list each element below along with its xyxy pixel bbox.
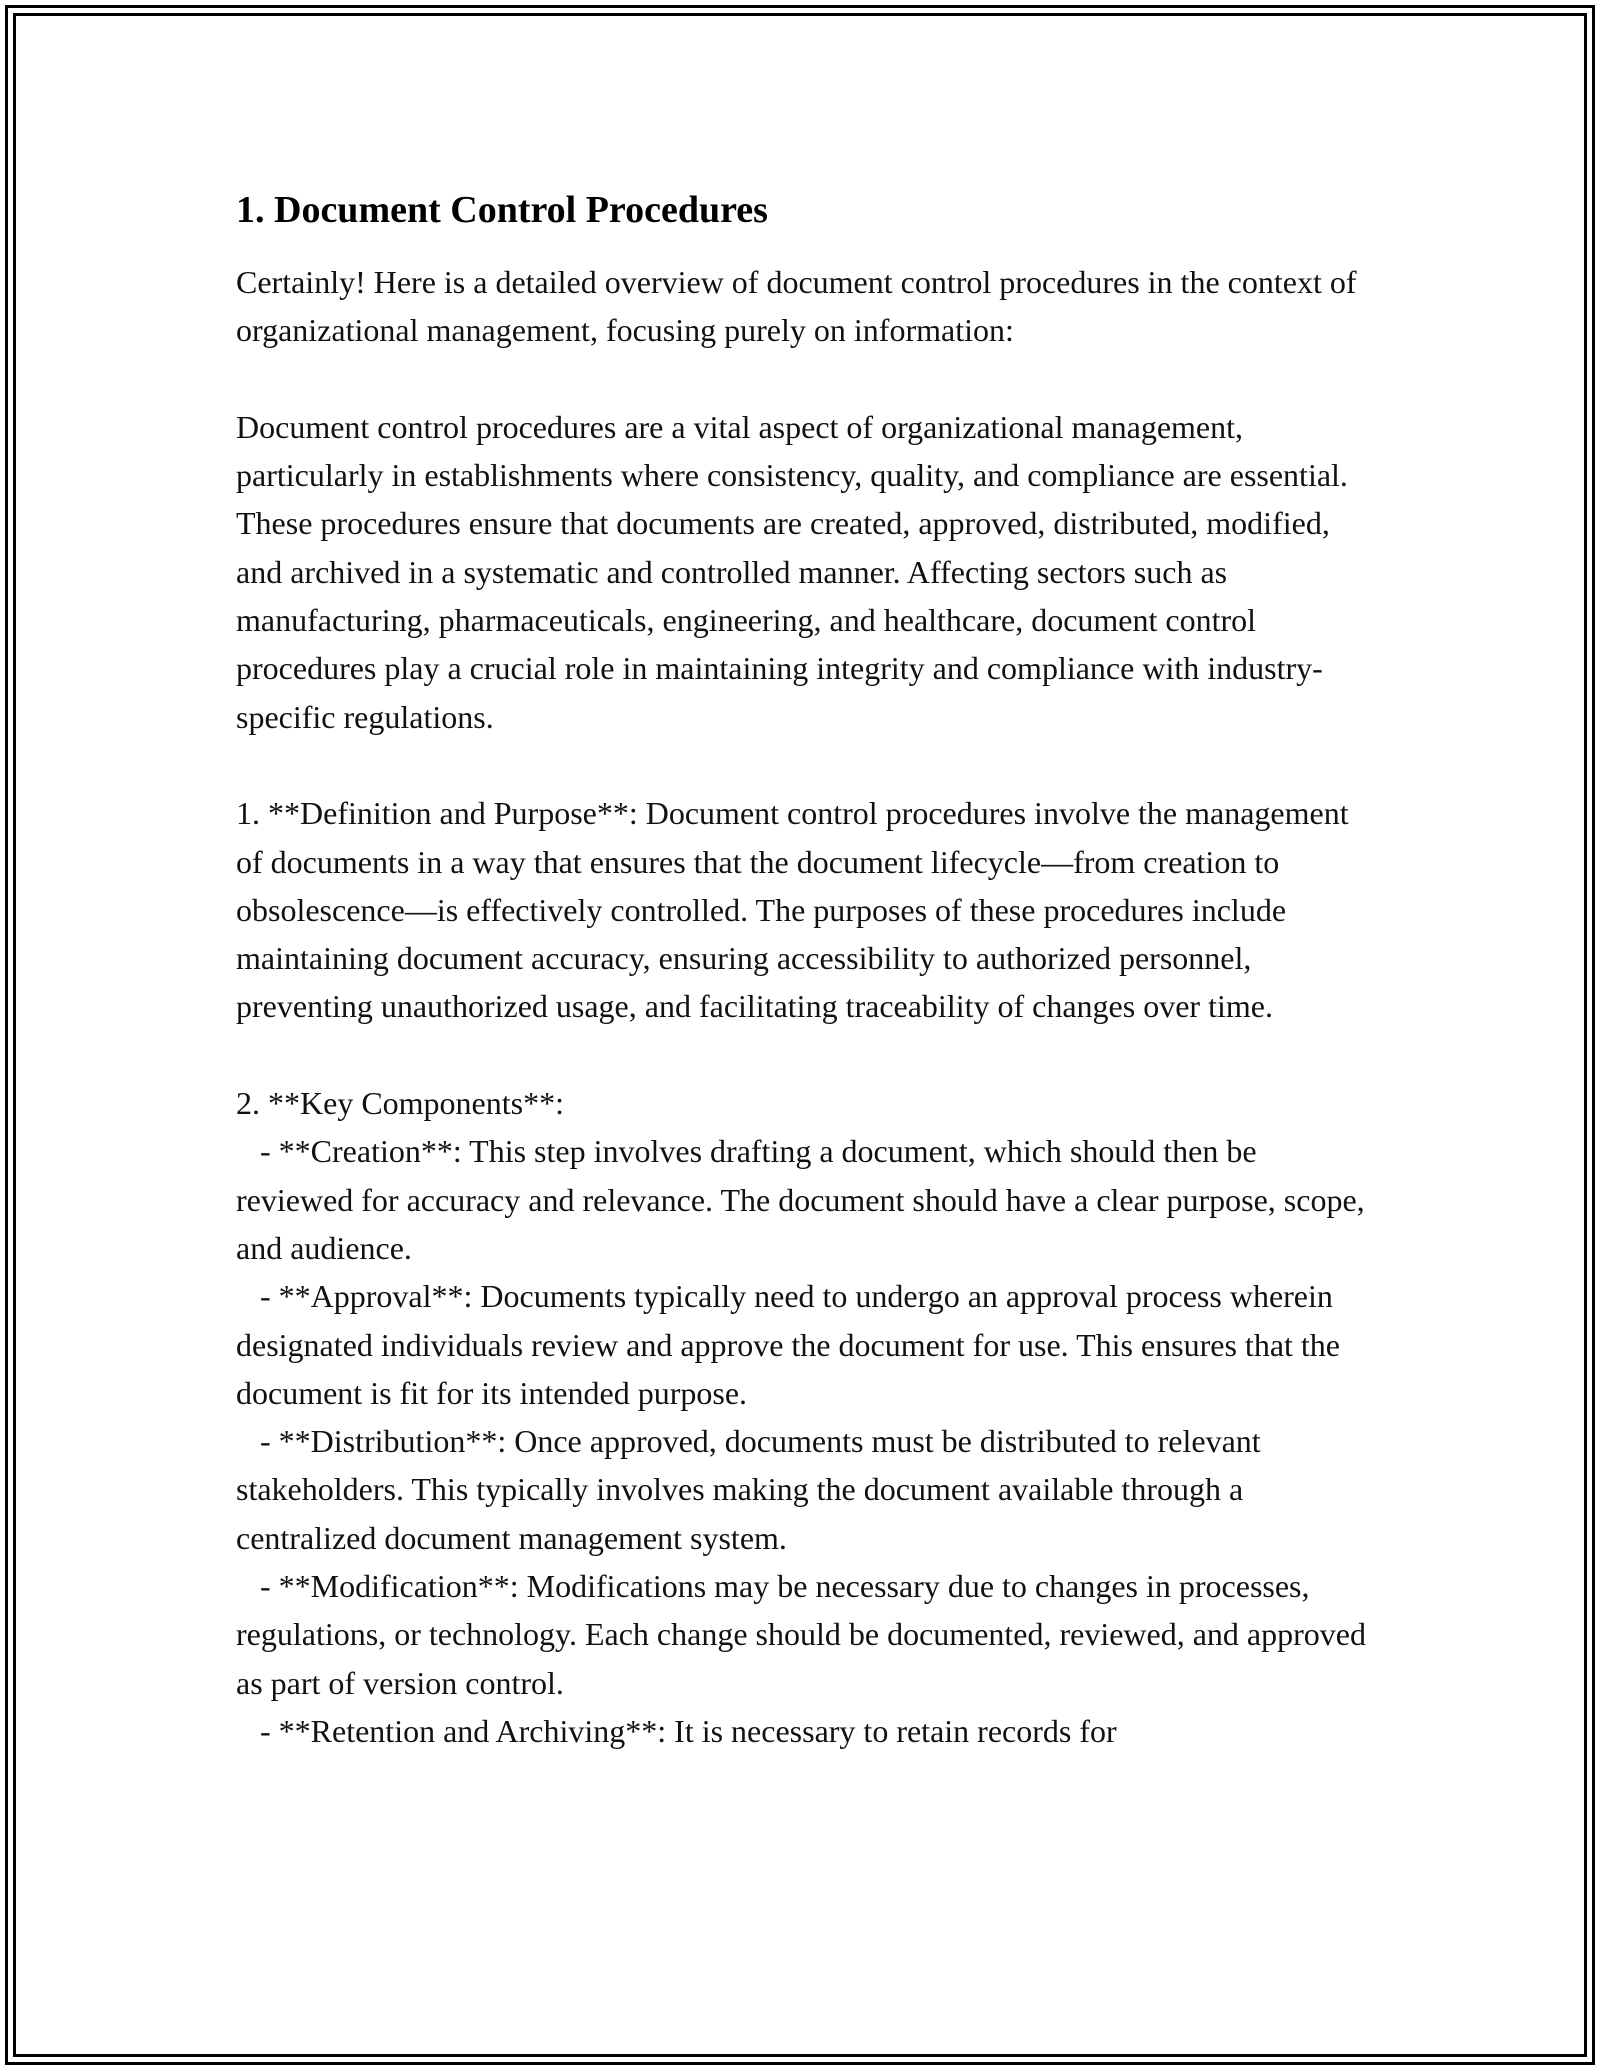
document-title: 1. Document Control Procedures — [236, 189, 768, 231]
document-body: Certainly! Here is a detailed overview of document control procedures in the context of organizational management, focusing purely on information: Document control procedures are a vital aspect of organizational management, particularly in establishments where consistency, quality, and compliance are essential. These procedures ensure that documents are created, approved, distributed, modified, and archived in a systematic and controlled manner. Affecting sectors such as manufacturing, pharmaceuticals, engineering, and healthcare, document control procedures play a crucial role in maintaining integrity and compliance with industry-specific regulations. 1. **Definition and Purpose**: Document control procedures involve the management of documents in a way that ensures that the document lifecycle—from creation to obsolescence—is effectively controlled. The purposes of these procedures include maintaining document accuracy, ensuring accessibility to authorized personnel, preventing unauthorized usage, and facilitating traceability of changes over time. 2. **Key Components**: - **Creation**: This step involves drafting a document, which should then be reviewed for accuracy and relevance. The document should have a clear purpose, scope, and audience. - **Approval**: Documents typically need to undergo an approval process wherein designated individuals review and approve the document for use. This ensures that the document is fit for its intended purpose. - **Distribution**: Once approved, documents must be distributed to relevant stakeholders. This typically involves making the document available through a centralized document management system. - **Modification**: Modifications may be necessary due to changes in processes, regulations, or technology. Each change should be documented, reviewed, and approved as part of version control. - **Retention and Archiving**: It is necessary to retain records for — [236, 264, 1366, 1749]
document-content — [236, 186, 1376, 1755]
